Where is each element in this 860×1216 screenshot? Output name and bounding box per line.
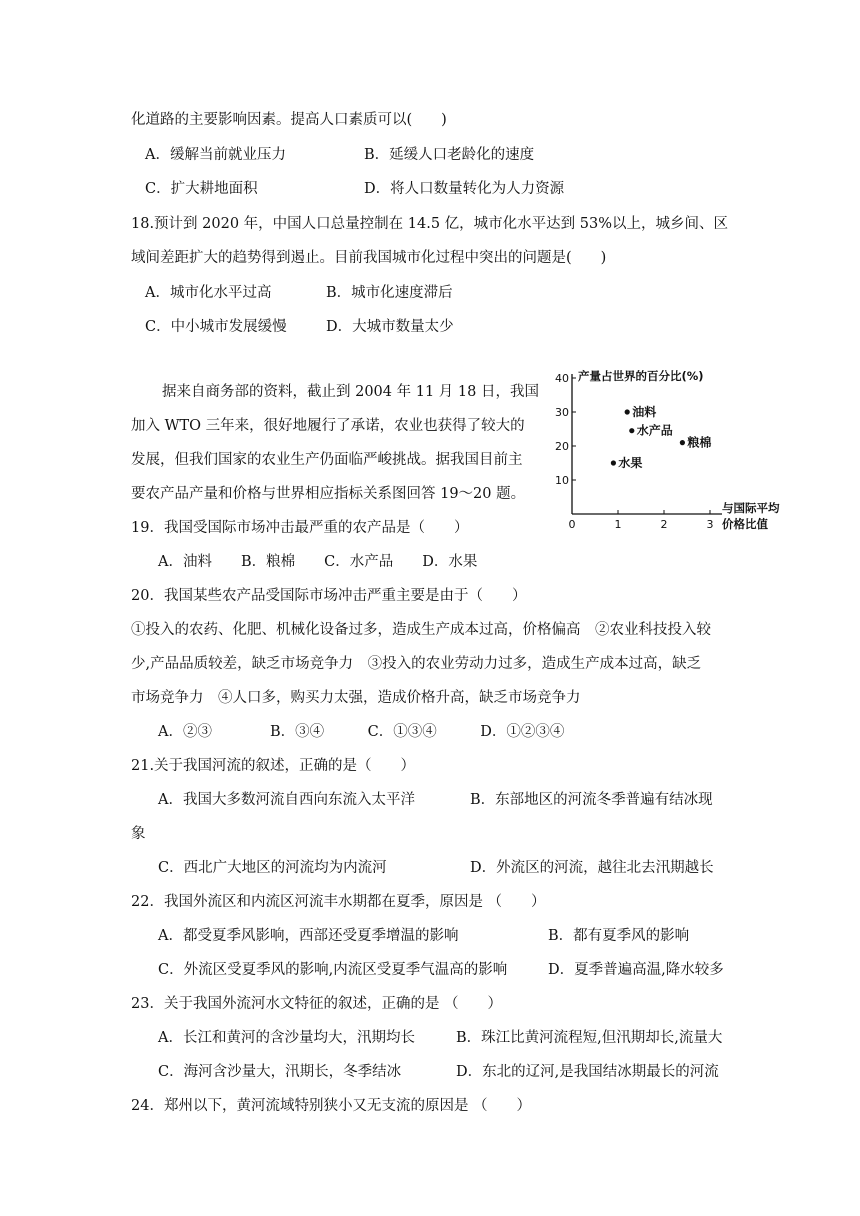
text-line: 化道路的主要影响因素。提高人口素质可以( )	[131, 112, 447, 128]
y-tick-label: 10	[555, 474, 569, 487]
question-19: 19．我国受国际市场冲击最严重的农产品是（ ）	[131, 520, 469, 536]
y-axis-label: 产量占世界的百分比(%)	[578, 369, 704, 383]
question-18: 18.预计到 2020 年，中国人口总量控制在 14.5 亿，城市化水平达到 53%以上，城乡间、区	[131, 216, 729, 232]
option-c: C．中小城市发展缓慢	[145, 319, 287, 335]
y-tick-label: 20	[555, 440, 569, 453]
question-20-options: A．②③ B．③④ C．①③④ D．①②③④	[158, 724, 565, 740]
option-a: A．长江和黄河的含沙量均大，汛期均长	[158, 1030, 415, 1046]
y-tick-label: 30	[555, 406, 569, 419]
data-label: 粮棉	[687, 435, 712, 450]
x-tick-label: 0	[568, 518, 576, 531]
question-20-text: 少,产品品质较差，缺乏市场竞争力 ③投入的农业劳动力过多，造成生产成本过高，缺乏	[131, 656, 702, 672]
x-axis-label: 价格比值	[722, 517, 768, 531]
scatter-chart	[540, 366, 790, 536]
option-c: C．西北广大地区的河流均为内流河	[158, 860, 387, 876]
y-tick-label: 40	[555, 372, 569, 385]
passage-line: 据来自商务部的资料，截止到 2004 年 11 月 18 日，我国	[162, 384, 539, 400]
x-axis-label: 与国际平均	[722, 501, 780, 515]
data-point	[680, 440, 685, 445]
data-label: 水果	[618, 456, 643, 470]
option-a: A．都受夏季风影响，西部还受夏季增温的影响	[158, 928, 459, 944]
option-d: D．将人口数量转化为人力资源	[364, 181, 565, 197]
option-c: C．外流区受夏季风的影响,内流区受夏季气温高的影响	[158, 962, 508, 978]
data-label: 油料	[632, 405, 657, 419]
option-b: B．都有夏季风的影响	[548, 928, 690, 944]
question-20-text: ①投入的农药、化肥、机械化设备过多，造成生产成本过高，价格偏高 ②农业科技投入较	[131, 622, 711, 638]
option-d: D．大城市数量太少	[326, 319, 454, 335]
option-d: D．外流区的河流，越往北去汛期越长	[470, 860, 714, 876]
option-b: B．珠江比黄河流程短,但汛期却长,流量大	[456, 1030, 723, 1046]
option-c: C．海河含沙量大，汛期长，冬季结冰	[158, 1064, 402, 1080]
option-a: A．缓解当前就业压力	[145, 147, 286, 163]
option-a: A．城市化水平过高	[145, 285, 272, 301]
option-a: A．我国大多数河流自西向东流入太平洋	[158, 792, 415, 808]
x-tick-label: 1	[614, 518, 622, 531]
passage-line: 要农产品产量和价格与世界相应指标关系图回答 19～20 题。	[131, 486, 526, 502]
question-20-text: 市场竞争力 ④人口多，购买力太强，造成价格升高，缺乏市场竞争力	[131, 690, 581, 706]
data-point	[625, 409, 630, 414]
question-21: 21.关于我国河流的叙述，正确的是（ ）	[131, 758, 416, 774]
question-19-options: A．油料 B．粮棉 C．水产品 D．水果	[158, 554, 478, 570]
option-d: D．夏季普遍高温,降水较多	[548, 962, 724, 978]
option-d: D．东北的辽河,是我国结冰期最长的河流	[456, 1064, 719, 1080]
x-tick-label: 3	[706, 518, 714, 531]
question-24: 24．郑州以下，黄河流域特别狭小又无支流的原因是 （ ）	[131, 1098, 532, 1114]
option-b: B．东部地区的河流冬季普遍有结冰现	[470, 792, 713, 808]
data-point	[629, 428, 634, 433]
option-b-cont: 象	[131, 826, 146, 842]
question-20: 20．我国某些农产品受国际市场冲击严重主要是由于（ ）	[131, 588, 527, 604]
passage-line: 加入 WTO 三年来，很好地履行了承诺，农业也获得了较大的	[131, 418, 525, 434]
option-b: B．延缓人口老龄化的速度	[364, 147, 535, 163]
option-b: B．城市化速度滞后	[326, 285, 453, 301]
data-point	[611, 460, 616, 465]
x-tick-label: 2	[660, 518, 668, 531]
question-23: 23．关于我国外流河水文特征的叙述，正确的是 （ ）	[131, 996, 503, 1012]
passage-line: 发展，但我们国家的农业生产仍面临严峻挑战。据我国目前主	[131, 452, 523, 468]
data-label: 水产品	[636, 423, 673, 438]
question-18-cont: 域间差距扩大的趋势得到遏止。目前我国城市化过程中突出的问题是( )	[131, 250, 607, 266]
question-22: 22．我国外流区和内流区河流丰水期都在夏季，原因是 （ ）	[131, 894, 546, 910]
option-c: C．扩大耕地面积	[145, 181, 258, 197]
